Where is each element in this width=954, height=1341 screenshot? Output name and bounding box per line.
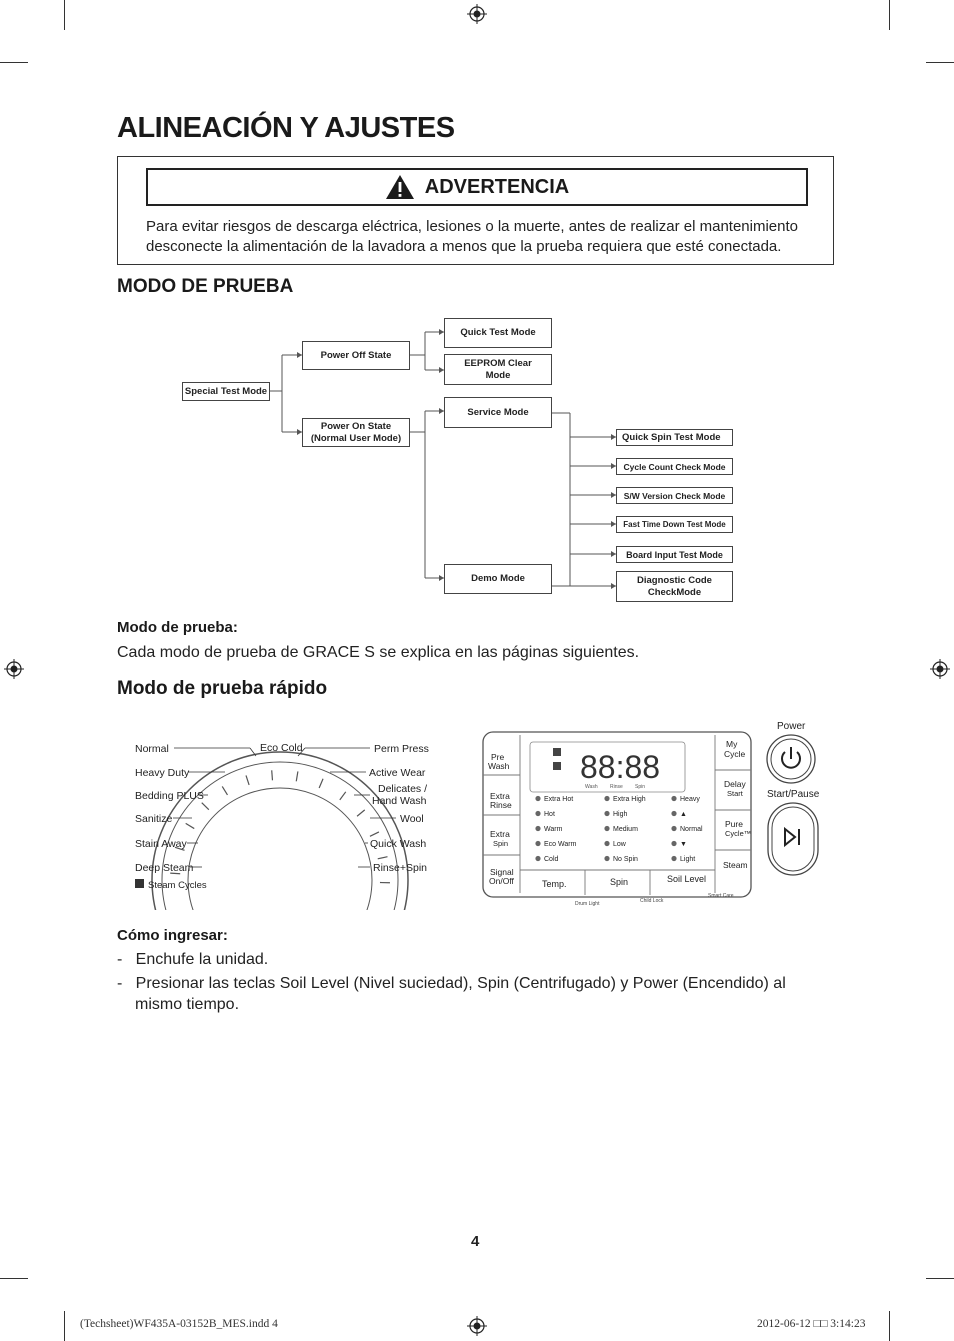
node-label: Quick Test Mode xyxy=(460,327,536,338)
spin-option-led xyxy=(604,826,609,831)
hint-drum-light: Drum Light xyxy=(575,901,600,907)
test-mode-label: Modo de prueba: xyxy=(117,619,238,636)
crop-mark xyxy=(889,1311,890,1341)
display-rinse-label: Rinse xyxy=(610,784,623,790)
dial-label-delicates: Delicates / xyxy=(378,783,428,795)
warning-heading: ADVERTENCIA xyxy=(424,175,570,198)
footer-file-name: (Techsheet)WF435A-03152B_MES.indd 4 xyxy=(80,1318,278,1330)
dial-label-sanitize: Sanitize xyxy=(135,813,173,825)
crop-mark xyxy=(0,1278,28,1279)
button-soil-level: Soil Level xyxy=(667,874,707,884)
node-label: S/W Version Check Mode xyxy=(623,490,726,501)
dial-label-perm-press: Perm Press xyxy=(374,743,429,755)
node-label: Diagnostic Code xyxy=(637,574,712,586)
spin-option-label: High xyxy=(613,811,628,818)
node-label: EEPROM Clear xyxy=(464,357,532,369)
power-label: Power xyxy=(777,721,806,732)
dial-tick xyxy=(186,823,195,828)
temp-option-led xyxy=(535,796,540,801)
crop-mark xyxy=(926,1278,954,1279)
dial-tick xyxy=(378,857,388,859)
test-mode-diagram-connectors xyxy=(0,0,954,620)
soil-option-label: ▲ xyxy=(680,811,687,818)
spin-option-label: No Spin xyxy=(613,856,638,863)
temp-option-label: Cold xyxy=(544,856,559,863)
spin-option-led xyxy=(604,796,609,801)
registration-mark-icon xyxy=(930,659,950,679)
button-my-cycle-1: My xyxy=(726,739,738,749)
temp-option-led xyxy=(535,826,540,831)
node-diagnostic-code-check xyxy=(616,571,733,602)
dial-tick xyxy=(296,771,298,781)
page-title: ALINEACIÓN Y AJUSTES xyxy=(117,112,455,144)
dial-label-eco-cold: Eco Cold xyxy=(260,742,303,754)
button-steam: Steam xyxy=(723,860,748,870)
soil-option-led xyxy=(671,796,676,801)
display-spin-label: Spin xyxy=(635,784,646,790)
button-spin: Spin xyxy=(610,877,629,887)
node-special-test-mode xyxy=(182,382,270,401)
dial-label-stain-away: Stain Away xyxy=(135,838,187,850)
node-service-mode xyxy=(444,397,552,428)
temp-option-label: Extra Hot xyxy=(544,796,574,803)
node-power-off-state xyxy=(302,341,410,370)
node-label: Power Off State xyxy=(320,349,392,361)
cycle-dial-illustration xyxy=(130,730,430,910)
node-label: CheckMode xyxy=(647,586,702,598)
how-to-enter-label: Cómo ingresar: xyxy=(117,927,228,944)
section-heading-test-mode: MODO DE PRUEBA xyxy=(117,276,294,297)
dial-label-hand-wash: Hand Wash xyxy=(372,795,427,807)
spin-option-led xyxy=(604,811,609,816)
button-extra-spin-1: Extra xyxy=(490,829,510,839)
dial-label-heavy-duty: Heavy Duty xyxy=(135,767,190,779)
step-text: Presionar las teclas Soil Level (Nivel suciedad), Spin (Centrifugado) y Power (Encendido) al xyxy=(135,975,786,992)
node-power-on-state xyxy=(302,418,410,447)
spin-option-led xyxy=(604,841,609,846)
dial-label-active-wear: Active Wear xyxy=(369,767,426,779)
node-label: Cycle Count Check Mode xyxy=(623,461,726,472)
node-label: (Normal User Mode) xyxy=(310,432,402,444)
quick-test-heading: Modo de prueba rápido xyxy=(117,678,328,699)
button-extra-rinse-1: Extra xyxy=(490,791,510,801)
dial-label-deep-steam: Deep Steam xyxy=(135,862,194,874)
registration-mark-icon xyxy=(4,659,24,679)
node-cycle-count-check xyxy=(616,458,733,475)
node-label: Board Input Test Mode xyxy=(626,549,723,560)
hint-smart-care: Smart Care xyxy=(708,893,734,899)
button-pre-wash-2: Wash xyxy=(488,761,510,771)
button-extra-spin-2: Spin xyxy=(493,839,509,848)
warning-text: Para evitar riesgos de descarga eléctrica, lesiones o la muerte, antes de realizar el mantenimiento desconecte la alimentación de la lavadora a menos que la prueba requiera que esté conectada. xyxy=(146,218,799,255)
crop-mark xyxy=(64,1311,65,1341)
spin-option-led xyxy=(604,856,609,861)
step-text: Enchufe la unidad. xyxy=(135,951,269,968)
dial-tick xyxy=(370,832,379,836)
spin-option-label: Medium xyxy=(613,826,638,833)
node-label: Service Mode xyxy=(467,406,529,418)
spin-option-label: Extra High xyxy=(613,796,646,803)
how-to-enter-step: - Enchufe la unidad. xyxy=(117,951,269,968)
button-extra-rinse-2: Rinse xyxy=(490,800,512,810)
node-label: Demo Mode xyxy=(471,573,525,584)
dial-tick xyxy=(222,786,227,795)
temp-option-label: Hot xyxy=(544,811,555,818)
button-signal-1: Signal xyxy=(490,867,514,877)
dial-tick xyxy=(319,779,323,788)
button-pure-cycle-2: Cycle™ xyxy=(725,829,752,838)
node-label: Special Test Mode xyxy=(184,385,268,397)
test-mode-text: Cada modo de prueba de GRACE S se explica en las páginas siguientes. xyxy=(117,644,640,661)
temp-option-led xyxy=(535,841,540,846)
node-eeprom-clear-mode xyxy=(444,354,552,385)
button-temp: Temp. xyxy=(542,879,567,889)
button-pre-wash-1: Pre xyxy=(491,752,505,762)
temp-option-led xyxy=(535,811,540,816)
dial-label-quick-wash: Quick Wash xyxy=(370,838,427,850)
temp-option-label: Warm xyxy=(544,826,563,833)
dial-tick xyxy=(246,775,249,785)
hint-child-lock: Child Lock xyxy=(640,898,664,904)
dial-label-wool: Wool xyxy=(400,813,424,825)
soil-option-led xyxy=(671,841,676,846)
display-wash-label: Wash xyxy=(585,784,598,790)
node-demo-mode xyxy=(444,564,552,594)
dial-label-rinse-spin: Rinse+Spin xyxy=(373,862,427,874)
button-my-cycle-2: Cycle xyxy=(724,749,746,759)
dial-label-normal: Normal xyxy=(135,743,169,755)
button-delay-start-2: Start xyxy=(727,789,743,798)
node-board-input-test xyxy=(616,546,733,563)
node-label: Mode xyxy=(485,369,511,381)
node-label: Fast Time Down Test Mode xyxy=(623,519,726,529)
node-quick-spin-test xyxy=(616,429,733,446)
node-quick-test-mode xyxy=(444,318,552,348)
footer-timestamp: 2012-06-12 □□ 3:14:23 xyxy=(757,1318,866,1330)
soil-option-led xyxy=(671,856,676,861)
dial-tick xyxy=(357,810,365,816)
soil-option-label: Normal xyxy=(680,826,703,833)
soil-option-led xyxy=(671,826,676,831)
soil-option-label: ▼ xyxy=(680,841,687,848)
dial-label-steam-cycles: Steam Cycles xyxy=(148,880,207,891)
node-fast-time-down xyxy=(616,516,733,533)
spin-option-label: Low xyxy=(613,841,626,848)
temp-option-label: Eco Warm xyxy=(544,841,577,848)
soil-option-label: Heavy xyxy=(680,796,700,803)
how-to-enter-step-continuation: mismo tiempo. xyxy=(135,996,240,1013)
digit-display: 88:88 xyxy=(580,749,661,785)
steam-icon xyxy=(135,879,144,888)
dial-tick xyxy=(340,792,346,800)
soil-option-led xyxy=(671,811,676,816)
dial-tick xyxy=(202,803,209,810)
temp-option-led xyxy=(535,856,540,861)
start-pause-label: Start/Pause xyxy=(767,789,820,800)
dial-label-bedding-plus: Bedding PLUS xyxy=(135,790,204,802)
page-number: 4 xyxy=(471,1233,480,1250)
node-label: Quick Spin Test Mode xyxy=(622,431,721,443)
lock-icon xyxy=(553,762,561,770)
control-panel-illustration xyxy=(480,715,825,910)
node-label: Power On State xyxy=(320,420,392,432)
button-signal-2: On/Off xyxy=(489,876,514,886)
soil-option-label: Light xyxy=(680,856,696,863)
how-to-enter-step: - Presionar las teclas Soil Level (Nivel suciedad), Spin (Centrifugado) y Power (Encendido) al xyxy=(117,975,786,992)
lock-icon xyxy=(553,748,561,756)
button-pure-cycle-1: Pure xyxy=(725,819,743,829)
button-delay-start-1: Delay xyxy=(724,779,746,789)
registration-mark-icon xyxy=(467,1316,487,1336)
node-sw-version-check xyxy=(616,487,733,504)
dial-tick xyxy=(272,770,273,780)
